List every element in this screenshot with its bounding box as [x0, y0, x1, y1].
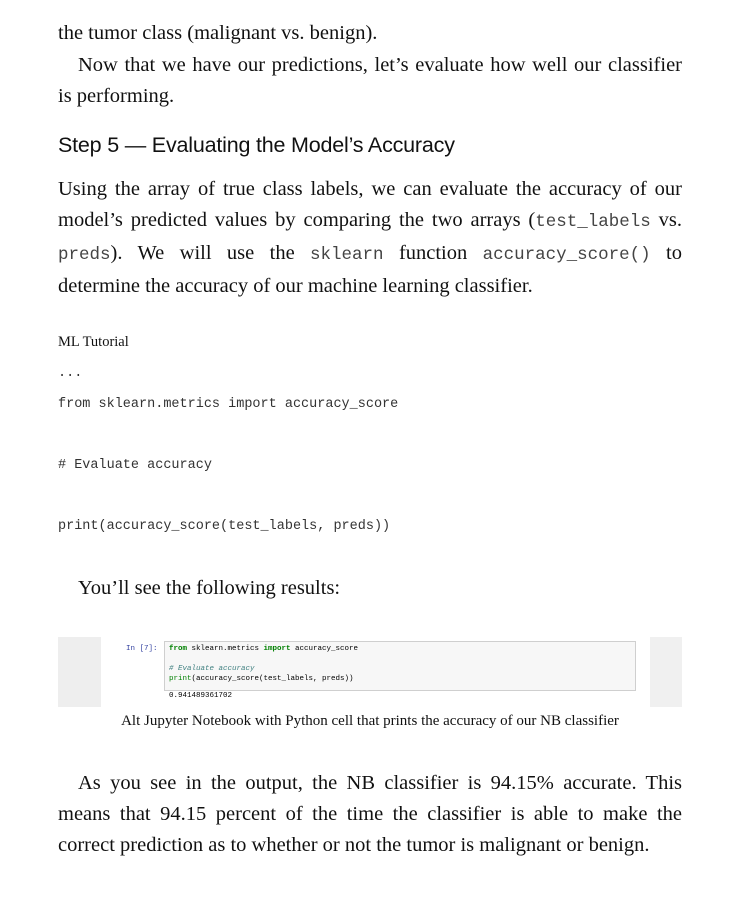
- notebook-input-prompt: In [7]:: [126, 645, 158, 653]
- intro-tail-text: the tumor class (malignant vs. benign).: [58, 22, 378, 44]
- eval-text-5: to determine the accuracy of our machine learning classifier.: [58, 242, 682, 297]
- kw-from: from: [169, 645, 188, 653]
- inline-code-test-labels: test_labels: [535, 212, 651, 232]
- inline-code-preds: preds: [58, 245, 111, 265]
- inline-code-accuracy-score: accuracy_score(): [482, 245, 651, 265]
- notebook-line-import: [169, 645, 358, 653]
- builtin-print: print: [169, 675, 192, 683]
- eval-text-1: Using the array of true class labels, we can evaluate the accuracy of our model’s predicted values by comparing the two arrays (: [58, 178, 682, 231]
- code-ellipsis: ...: [58, 366, 83, 381]
- nb-imported: accuracy_score: [290, 645, 359, 653]
- results-intro: You’ll see the following results:: [78, 577, 341, 599]
- code-line-comment: # Evaluate accuracy: [58, 458, 212, 473]
- code-line-import: from sklearn.metrics import accuracy_score: [58, 397, 399, 412]
- notebook-scroll-area: [650, 637, 682, 707]
- intro-next-paragraph: Now that we have our predictions, let’s evaluate how well our classifier is performing.: [58, 54, 682, 107]
- section-heading: Step 5 — Evaluating the Model’s Accuracy: [58, 133, 455, 157]
- eval-text-2: vs.: [650, 209, 682, 231]
- figure-caption: Alt Jupyter Notebook with Python cell that prints the accuracy of our NB classifier: [121, 713, 619, 729]
- notebook-output: 0.941489361702: [169, 692, 233, 700]
- inline-code-sklearn: sklearn: [310, 245, 384, 265]
- conclusion-paragraph: As you see in the output, the NB classifier is 94.15% accurate. This means that 94.15 percent of the time the classifier is able to make the correct prediction as to whether or not the tumor is malignant or benign.: [58, 772, 682, 856]
- kw-import: import: [263, 645, 291, 653]
- eval-paragraph: [58, 174, 682, 302]
- eval-text-3: ). We will use the: [110, 242, 311, 264]
- eval-text-4: function: [383, 242, 483, 264]
- nb-module: sklearn.metrics: [187, 645, 264, 653]
- code-line-print: print(accuracy_score(test_labels, preds)): [58, 519, 391, 534]
- notebook-line-print: [169, 675, 354, 683]
- code-block-label: ML Tutorial: [58, 334, 129, 350]
- nb-print-args: (accuracy_score(test_labels, preds)): [191, 675, 354, 683]
- notebook-line-comment: # Evaluate accuracy: [169, 665, 255, 673]
